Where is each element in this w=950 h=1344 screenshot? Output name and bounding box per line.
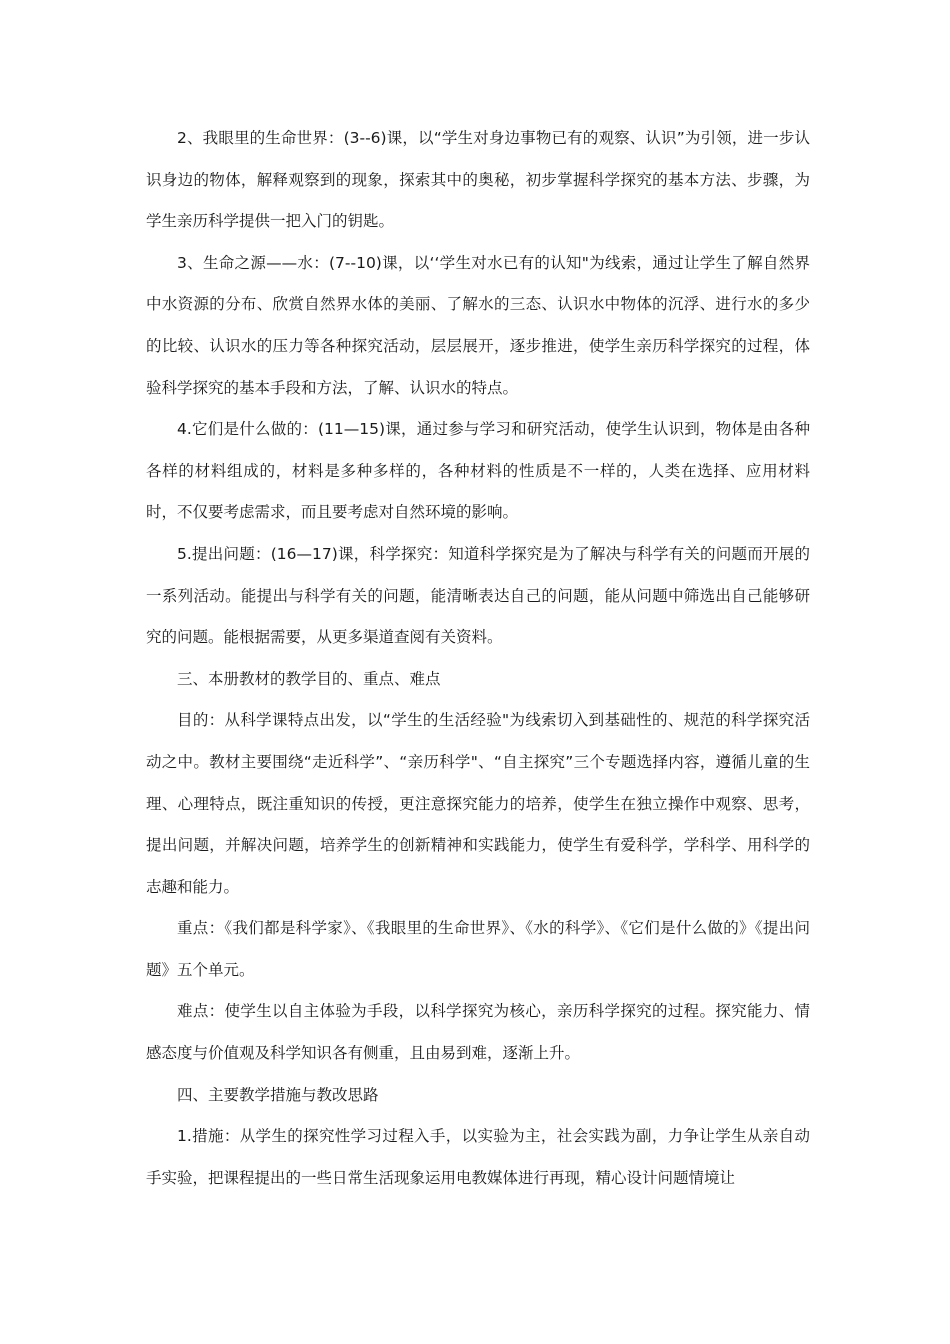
paragraph-water: 3、生命之源——水：(7--10)课，以‘‘学生对水已有的认知"为线索，通过让学生了解自然界中水资源的分布、欣赏自然界水体的美丽、了解水的三态、认识水中物体的沉浮、进行水的多少的比较、认识水的压力等各种探究活动，层层展开，逐步推进，使学生亲历科学探究的过程，体验科学探究的基本手段和方法，了解、认识水的特点。 xyxy=(146,253,810,397)
section-heading-measures: 四、主要教学措施与教改思路 xyxy=(177,1085,379,1104)
paragraph-measures: 1.措施：从学生的探究性学习过程入手，以实验为主，社会实践为副，力争让学生从亲自动手实验，把课程提出的一些日常生活现象运用电教媒体进行再现，精心设计问题情境让 xyxy=(146,1127,810,1187)
paragraph-materials: 4.它们是什么做的：(11—15)课，通过参与学习和研究活动，使学生认识到，物体是由各种各样的材料组成的，材料是多种多样的，各种材料的性质是不一样的，人类在选择、应用材料时，不仅要考虑需求，而且要考虑对自然环境的影响。 xyxy=(146,420,810,522)
document-body xyxy=(146,118,810,1199)
paragraph-ask-questions: 5.提出问题：(16—17)课，科学探究：知道科学探究是为了解决与科学有关的问题而开展的一系列活动。能提出与科学有关的问题，能清晰表达自己的问题，能从问题中筛选出自己能够研究的问题。能根据需要，从更多渠道查阅有关资料。 xyxy=(146,544,810,647)
paragraph-goals: 目的：从科学课特点出发，以“学生的生活经验"为线索切入到基础性的、规范的科学探究活动之中。教材主要围绕“走近科学”、“亲历科学"、“自主探究”三个专题选择内容，遵循儿童的生理、心理特点，既注重知识的传授，更注意探究能力的培养，使学生在独立操作中观察、思考，提出问题，并解决问题，培养学生的创新精神和实践能力，使学生有爱科学，学科学、用科学的志趣和能力。 xyxy=(146,711,810,896)
section-heading-goals: 三、本册教材的教学目的、重点、难点 xyxy=(177,669,441,688)
paragraph-difficulties: 难点：使学生以自主体验为手段，以科学探究为核心，亲历科学探究的过程。探究能力、情感态度与价值观及科学知识各有侧重，且由易到难，逐渐上升。 xyxy=(146,1002,810,1063)
paragraph-life-world: 2、我眼里的生命世界：(3--6)课，以“学生对身边事物已有的观察、认识”为引领，进一步认识身边的物体，解释观察到的现象，探索其中的奥秘，初步掌握科学探究的基本方法、步骤，为学生亲历科学提供一把入门的钥匙。 xyxy=(146,129,810,231)
paragraph-key-points: 重点：《我们都是科学家》、《我眼里的生命世界》、《水的科学》、《它们是什么做的》《提出问题》五个单元。 xyxy=(146,919,810,979)
